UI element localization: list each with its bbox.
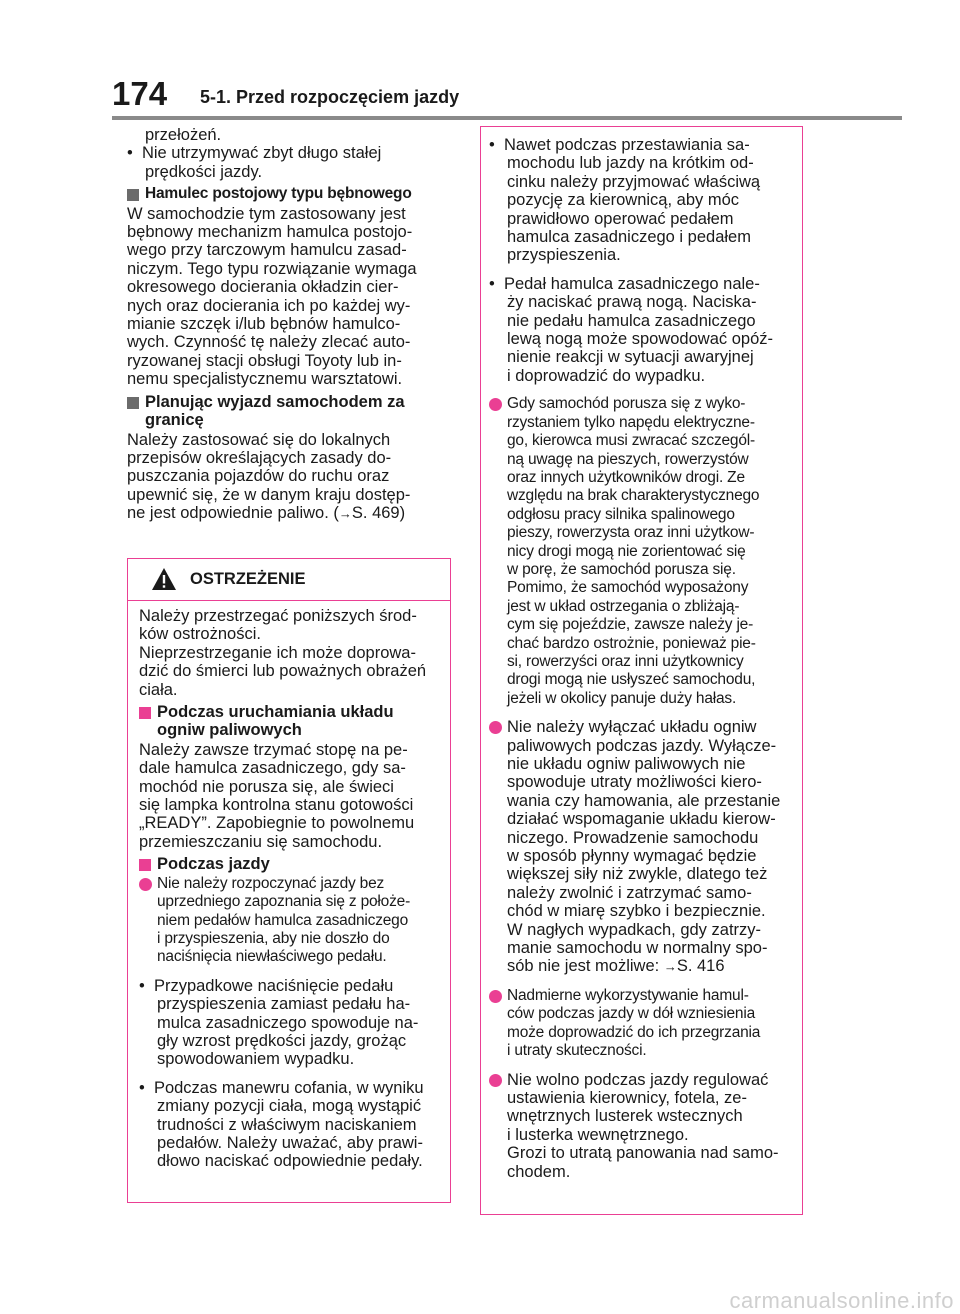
text-line: należy zwolnić i zatrzymać samo- (507, 883, 752, 902)
text-line: rzystaniem tylko napędu elektryczne- (507, 413, 755, 431)
bullet-item (139, 1079, 449, 1171)
text-line: spowodowaniem wypadku. (157, 1050, 355, 1069)
text-line: i przyspieszenia, aby nie doszło do (157, 929, 390, 947)
text-line: wnętrznych lusterek wstecznych (507, 1107, 743, 1126)
dot-item (489, 987, 801, 1061)
text-line: Nie należy wyłączać układu ogniw (507, 718, 757, 737)
square-bullet-icon (139, 707, 151, 719)
subheading-text: Podczas uruchamiania układu (157, 703, 394, 722)
text-line: i lusterka wewnętrznego. (507, 1125, 689, 1144)
text-line: wego przy tarczowym hamulcu zasad- (127, 241, 407, 260)
text-line: ków ostrożności. (139, 625, 261, 644)
subheading-text: Podczas jazdy (157, 855, 270, 874)
text-line (507, 957, 801, 976)
text-line: przyspieszenia. (507, 246, 621, 265)
bullet-item (139, 977, 449, 1069)
text-fragment: ne jest odpowiednie paliwo. ( (127, 504, 339, 523)
text-line: • Przypadkowe naciśnięcie pedału (139, 976, 394, 995)
text-line: niczego. Prowadzenie samochodu (507, 828, 759, 847)
text-line: Gdy samochód porusza się z wyko- (507, 395, 746, 413)
text-line: Grozi to utratą panowania nad samo- (507, 1144, 779, 1163)
intro-text (127, 126, 449, 181)
watermark: carmanualsonline.info (729, 1288, 954, 1313)
arrow-icon: → (663, 959, 677, 975)
text-line: oraz innych użytkowników drogi. Ze (507, 468, 745, 486)
text-line: w sposób płynny wymagać będzie (507, 847, 757, 866)
text-line: gły wzrost prędkości jazdy, grożąc (157, 1031, 407, 1050)
text-line: w porę, że samochód porusza się. (507, 560, 736, 578)
text-line: pedałów. Należy uważać, aby prawi- (157, 1133, 423, 1152)
text-line: chód w miarę szybko i bezpiecznie. (507, 902, 766, 921)
text-line: przemieszczaniu się samochodu. (139, 832, 383, 851)
text-line: ustawienia kierownicy, fotela, ze- (507, 1088, 747, 1107)
header-divider (112, 116, 902, 120)
warning-title: OSTRZEŻENIE (190, 570, 306, 588)
text-line: Pomimo, że samochód wyposażony (507, 579, 749, 597)
text-line: • Pedał hamulca zasadniczego nale- (489, 274, 760, 293)
text-line: hamulca zasadniczego i pedałem (507, 228, 751, 247)
text-line: manie samochodu w normalny spo- (507, 939, 768, 958)
text-line: jeżeli w okolicy panuje duży hałas. (507, 689, 737, 707)
text-line: • Podczas manewru cofania, w wyniku (139, 1078, 424, 1097)
text-line (127, 504, 449, 523)
text-line: się lampka kontrolna stanu gotowości (139, 796, 414, 815)
text-line: ży naciskać prawą nogą. Naciska- (507, 293, 757, 312)
text-line: prędkości jazdy. (145, 162, 263, 181)
text-line: „READY”. Zapobiegnie to powolnemu (139, 814, 415, 833)
text-line: działać wspomaganie układu kierow- (507, 810, 776, 829)
text-line: i doprowadzić do wypadku. (507, 366, 706, 385)
text-line: nemu specjalistycznemu warsztatowi. (127, 370, 403, 389)
text-line: przyspieszenia zamiast pedału ha- (157, 995, 411, 1014)
text-line: mulca zasadniczego spowoduje na- (157, 1013, 419, 1032)
text-line: drogi mogą nie usłyszeć samochodu, (507, 671, 756, 689)
text-line: dale hamulca zasadniczego, gdy sa- (139, 759, 406, 778)
text-line: uprzedniego zapoznania się z położe- (157, 893, 411, 911)
warning-header (128, 559, 450, 601)
subheading-startup (139, 703, 449, 740)
bullet-item (489, 136, 801, 265)
dot-item (139, 875, 449, 967)
text-line: prawidłowo operować pedałem (507, 209, 734, 228)
text-line: większej siły niż zwykle, dlatego też (507, 865, 768, 884)
text-line: go, kierowca musi zwracać szczegól- (507, 432, 755, 450)
text-line: bębnowy mechanizm hamulca postojo- (127, 223, 413, 242)
text-line: • Nie utrzymywać zbyt długo stałej (127, 144, 382, 163)
text-line: odgłosu pracy silnika spalinowego (507, 505, 735, 523)
warning-continuation-box (480, 126, 803, 1215)
text-line: ców podczas jazdy w dół wzniesienia (507, 1005, 756, 1023)
warning-triangle-icon (151, 567, 177, 591)
subheading-abroad (127, 393, 449, 430)
text-line: okresowego docierania okładzin cier- (127, 278, 399, 297)
warning-box (127, 558, 451, 1203)
page-number: 174 (112, 75, 168, 112)
text-line: względu na brak charakterystycznego (507, 487, 760, 505)
text-line: chać bardzo ostrożnie, ponieważ pie- (507, 634, 756, 652)
text-line: mianie szczęk i/lub bębnów hamulco- (127, 315, 401, 334)
text-line: dłowo naciskać odpowiednie pedały. (157, 1152, 423, 1171)
left-column (127, 126, 449, 528)
text-line: nych oraz docierania ich po każdej wy- (127, 296, 411, 315)
text-line: ną uwagę na pieszych, rowerzystów (507, 450, 749, 468)
section-title: 5-1. Przed rozpoczęciem jazdy (200, 87, 460, 107)
text-line: Nadmierne wykorzystywanie hamul- (507, 986, 749, 1004)
text-line: przełożeń. (145, 126, 222, 144)
square-bullet-icon (127, 397, 139, 409)
paragraph-drum-brake (127, 205, 449, 389)
text-line: wania czy hamowania, ale przestanie (507, 791, 781, 810)
text-line: cinku należy przyjmować właściwą (507, 172, 761, 191)
arrow-icon: → (338, 506, 352, 522)
dot-item (489, 1071, 801, 1181)
dot-item (489, 395, 801, 708)
text-line: i utraty skuteczności. (507, 1042, 647, 1060)
subheading-text: granicę (145, 411, 204, 430)
text-line: nie pedału hamulca zasadniczego (507, 311, 756, 330)
text-line: cym się pojeździe, zawsze należy je- (507, 616, 754, 634)
text-line: paliwowych podczas jazdy. Wyłącze- (507, 736, 777, 755)
square-bullet-icon (127, 189, 139, 201)
text-line: nie układu ogniw paliwowych nie (507, 755, 746, 773)
text-line: pozycję za kierownicą, aby móc (507, 191, 740, 210)
warning-body (139, 607, 449, 1175)
subheading-text: Hamulec postojowy typu bębnowego (145, 185, 412, 203)
square-bullet-icon (139, 859, 151, 871)
page-reference-link[interactable]: S. 416 (676, 957, 725, 976)
text-line: przepisów określających zasady do- (127, 448, 392, 467)
text-line: niczym. Tego typu rozwiązanie wymaga (127, 259, 417, 278)
text-line: Należy przestrzegać poniższych środ- (139, 607, 417, 625)
text-line: ciała. (139, 680, 178, 699)
warning-intro (139, 607, 449, 699)
text-line: dzić do śmierci lub poważnych obrażeń (139, 662, 427, 681)
pink-dot-icon (489, 990, 502, 1003)
text-line: zmiany pozycji ciała, mogą wystąpić (157, 1097, 422, 1116)
text-line: trudności z właściwym naciskaniem (157, 1115, 417, 1134)
text-line: Nie wolno podczas jazdy regulować (507, 1070, 769, 1089)
text-line: mochód nie porusza się, ale świeci (139, 777, 394, 796)
text-line: nienie reakcji w sytuacji awaryjnej (507, 348, 754, 367)
text-line: Należy zastosować się do lokalnych (127, 430, 391, 449)
text-line: pieszy, rowerzysta oraz inni użytkow- (507, 524, 755, 542)
text-line: • Nawet podczas przestawiania sa- (489, 136, 750, 154)
page-reference-link[interactable]: S. 469) (351, 504, 406, 523)
text-line: może doprowadzić do ich przegrzania (507, 1023, 761, 1041)
pink-dot-icon (489, 721, 502, 734)
paragraph-abroad (127, 431, 449, 524)
text-line: ryzowanej stacji obsługi Toyoty lub in- (127, 351, 402, 370)
pink-dot-icon (489, 1074, 502, 1087)
warning-continuation-body (489, 136, 801, 1185)
paragraph-startup (139, 741, 449, 851)
pink-dot-icon (139, 878, 152, 891)
text-line: Nieprzestrzeganie ich może doprowa- (139, 643, 416, 662)
text-line: wych. Czynność tę należy zlecać auto- (127, 333, 411, 352)
text-line: upewnić się, że w danym kraju dostęp- (127, 485, 411, 504)
text-line: lewą nogą może spowodować opóź- (507, 330, 773, 349)
text-fragment: sób nie jest możliwe: (507, 957, 664, 976)
text-line: Nie należy rozpoczynać jazdy bez (157, 874, 385, 892)
text-line: Należy zawsze trzymać stopę na pe- (139, 740, 408, 759)
bullet-item (489, 275, 801, 385)
subheading-drum-brake (127, 185, 449, 203)
page-header (112, 76, 902, 116)
dot-item (489, 718, 801, 977)
text-line: chodem. (507, 1162, 571, 1181)
text-line: nicy drogi mogą nie zorientować się (507, 542, 746, 560)
text-line: W nagłych wypadkach, gdy zatrzy- (507, 920, 762, 939)
text-line: W samochodzie tym zastosowany jest (127, 204, 406, 223)
subheading-text: ogniw paliwowych (157, 721, 302, 740)
text-line: puszczania pojazdów do ruchu oraz (127, 467, 390, 486)
text-line: jest w układ ostrzegania o zbliżają- (507, 597, 740, 615)
pink-dot-icon (489, 398, 502, 411)
text-line: mochodu lub jazdy na krótkim od- (507, 154, 754, 173)
text-line: naciśnięcia niewłaściwego pedału. (157, 948, 387, 966)
text-line: niem pedałów hamulca zasadniczego (157, 911, 409, 929)
subheading-text: Planując wyjazd samochodem za (145, 392, 405, 411)
text-line: si, rowerzyści oraz inni użytkownicy (507, 652, 744, 670)
text-line: spowoduje utraty możliwości kiero- (507, 773, 762, 792)
subheading-driving (139, 855, 449, 873)
